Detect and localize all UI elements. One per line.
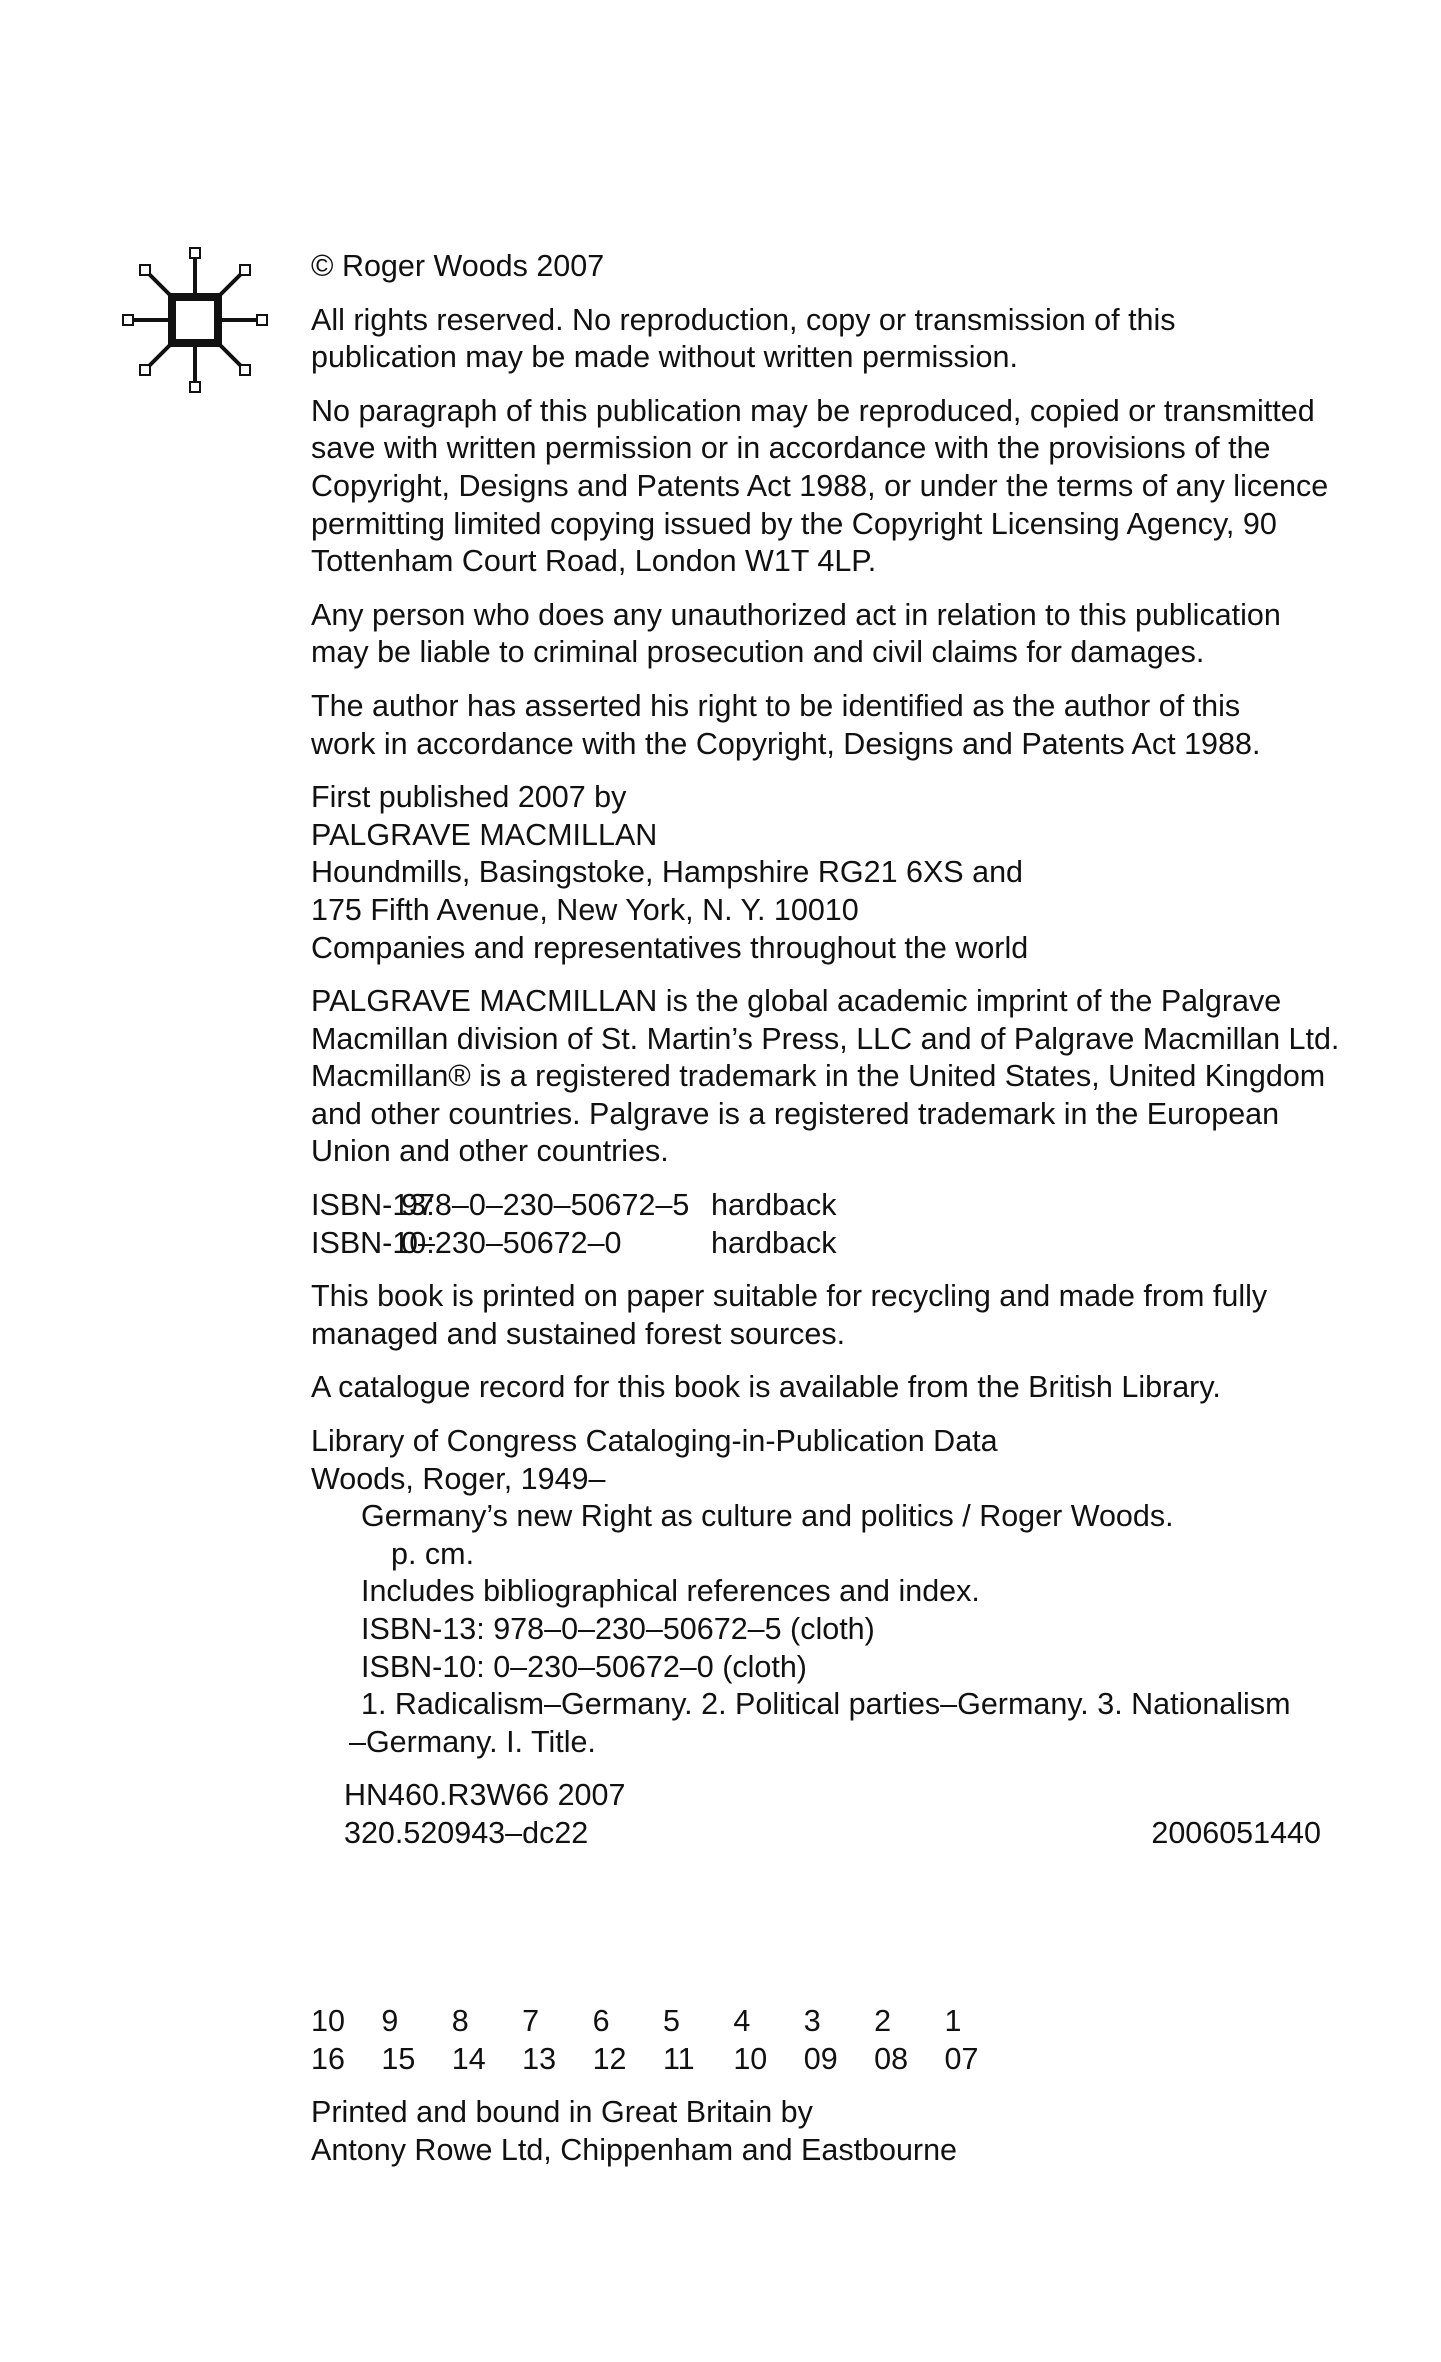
text-line: No paragraph of this publication may be reproduced, copied or transmitted: [311, 393, 1315, 428]
year-number: 15: [381, 2041, 416, 2076]
cip-call-number: HN460.R3W66 2007: [344, 1778, 626, 1813]
paper-statement: [311, 1278, 1321, 1353]
printing-info: [311, 2003, 1015, 2169]
text-line: PALGRAVE MACMILLAN: [311, 817, 658, 852]
cip-heading: Library of Congress Cataloging-in-Publication Data: [311, 1424, 998, 1459]
catalogue-record: A catalogue record for this book is available from the British Library.: [311, 1370, 1221, 1405]
cip-lccn: 2006051440: [1151, 1815, 1321, 1850]
text-line: Antony Rowe Ltd, Chippenham and Eastbourne: [311, 2132, 958, 2167]
text-line: First published 2007 by: [311, 780, 627, 815]
impression-number: 2: [874, 2004, 892, 2038]
text-line: Copyright, Designs and Patents Act 1988, or under the terms of any licence: [311, 468, 1329, 503]
text-line: 175 Fifth Avenue, New York, N. Y. 10010: [311, 892, 859, 927]
impression-number: 7: [522, 2004, 540, 2038]
isbn-row: [311, 1225, 1321, 1263]
cip-classification: [311, 1777, 1321, 1852]
impression-number: 5: [662, 2004, 680, 2038]
text-line: Any person who does any unauthorized act in relation to this publication: [311, 597, 1281, 632]
cip-pcm: p. cm.: [391, 1536, 475, 1571]
publisher-logo: [120, 245, 270, 395]
copyright-page-content: [311, 248, 1340, 1853]
text-line: permitting limited copying issued by the Copyright Licensing Agency, 90: [311, 506, 1277, 541]
cip-author: Woods, Roger, 1949–: [311, 1461, 606, 1496]
year-number: 14: [451, 2041, 486, 2076]
isbn-list: [311, 1187, 1321, 1262]
cip-data-block: [311, 1423, 1321, 1853]
publisher-address: [311, 779, 1321, 967]
impression-number: 8: [451, 2004, 469, 2038]
rights-reserved-paragraph: [311, 302, 1321, 377]
cip-dewey-row: [344, 1815, 1321, 1853]
cip-isbn10: ISBN-10: 0–230–50672–0 (cloth): [361, 1649, 807, 1684]
isbn-row: [311, 1187, 1321, 1225]
year-number: 13: [522, 2041, 557, 2076]
text-line: save with written permission or in accordance with the provisions of the: [311, 431, 1271, 466]
cip-subjects: 1. Radicalism–Germany. 2. Political parties–Germany. 3. Nationalism: [361, 1687, 1291, 1722]
text-line: Companies and representatives throughout the world: [311, 930, 1029, 965]
impression-number: 3: [803, 2004, 821, 2038]
text-line: Houndmills, Basingstoke, Hampshire RG21 6XS and: [311, 855, 1024, 890]
impression-number: 1: [944, 2004, 962, 2038]
text-line: PALGRAVE MACMILLAN is the global academic imprint of the Palgrave: [311, 984, 1282, 1019]
text-line: This book is printed on paper suitable for recycling and made from fully: [311, 1279, 1268, 1314]
unauthorized-act-paragraph: [311, 597, 1321, 672]
cip-title: Germany’s new Right as culture and politics / Roger Woods.: [361, 1499, 1174, 1534]
isbn-label: ISBN-10:: [311, 1225, 435, 1260]
year-number: 12: [592, 2041, 627, 2076]
impression-number: 9: [381, 2004, 399, 2038]
author-asserted-paragraph: [311, 688, 1321, 763]
text-line: All rights reserved. No reproduction, copy or transmission of this: [311, 302, 1176, 337]
isbn-value: 0–230–50672–0: [401, 1225, 622, 1260]
impression-number: 6: [592, 2004, 610, 2038]
text-line: Union and other countries.: [311, 1134, 669, 1169]
copyright-notice: © Roger Woods 2007: [311, 249, 605, 283]
impression-number: 10: [311, 2004, 345, 2038]
cip-isbn13: ISBN-13: 978–0–230–50672–5 (cloth): [361, 1612, 875, 1646]
printer-statement: [311, 2094, 1015, 2169]
isbn-label: ISBN-13:: [311, 1188, 435, 1223]
text-line: work in accordance with the Copyright, Designs and Patents Act 1988.: [311, 726, 1261, 761]
isbn-format: hardback: [711, 1225, 837, 1260]
text-line: and other countries. Palgrave is a registered trademark in the European: [311, 1096, 1280, 1131]
text-line: Macmillan® is a registered trademark in the United States, United Kingdom: [311, 1059, 1326, 1094]
year-number: 11: [662, 2041, 695, 2076]
text-line: The author has asserted his right to be identified as the author of this: [311, 688, 1241, 723]
cip-dewey: 320.520943–dc22: [344, 1815, 589, 1850]
text-line: Printed and bound in Great Britain by: [311, 2095, 813, 2130]
year-number: 10: [733, 2041, 768, 2076]
year-number: 09: [803, 2041, 838, 2076]
printing-impression-line: [311, 2003, 1015, 2041]
isbn-value: 978–0–230–50672–5: [401, 1188, 690, 1223]
no-reproduction-paragraph: [311, 393, 1329, 581]
text-line: may be liable to criminal prosecution and civil claims for damages.: [311, 635, 1205, 670]
year-number: 16: [311, 2041, 345, 2076]
text-line: publication may be made without written permission.: [311, 340, 1018, 375]
year-number: 07: [944, 2041, 979, 2076]
impression-number: 4: [733, 2004, 751, 2038]
text-line: Macmillan division of St. Martin’s Press, LLC and of Palgrave Macmillan Ltd.: [311, 1021, 1340, 1056]
printing-year-line: [311, 2041, 1015, 2079]
text-line: managed and sustained forest sources.: [311, 1316, 846, 1351]
isbn-format: hardback: [711, 1188, 837, 1223]
cip-subjects-continued: –Germany. I. Title.: [349, 1724, 596, 1759]
cip-includes: Includes bibliographical references and index.: [361, 1574, 980, 1609]
imprint-paragraph: [311, 983, 1340, 1171]
year-number: 08: [874, 2041, 909, 2076]
text-line: Tottenham Court Road, London W1T 4LP.: [311, 544, 877, 579]
